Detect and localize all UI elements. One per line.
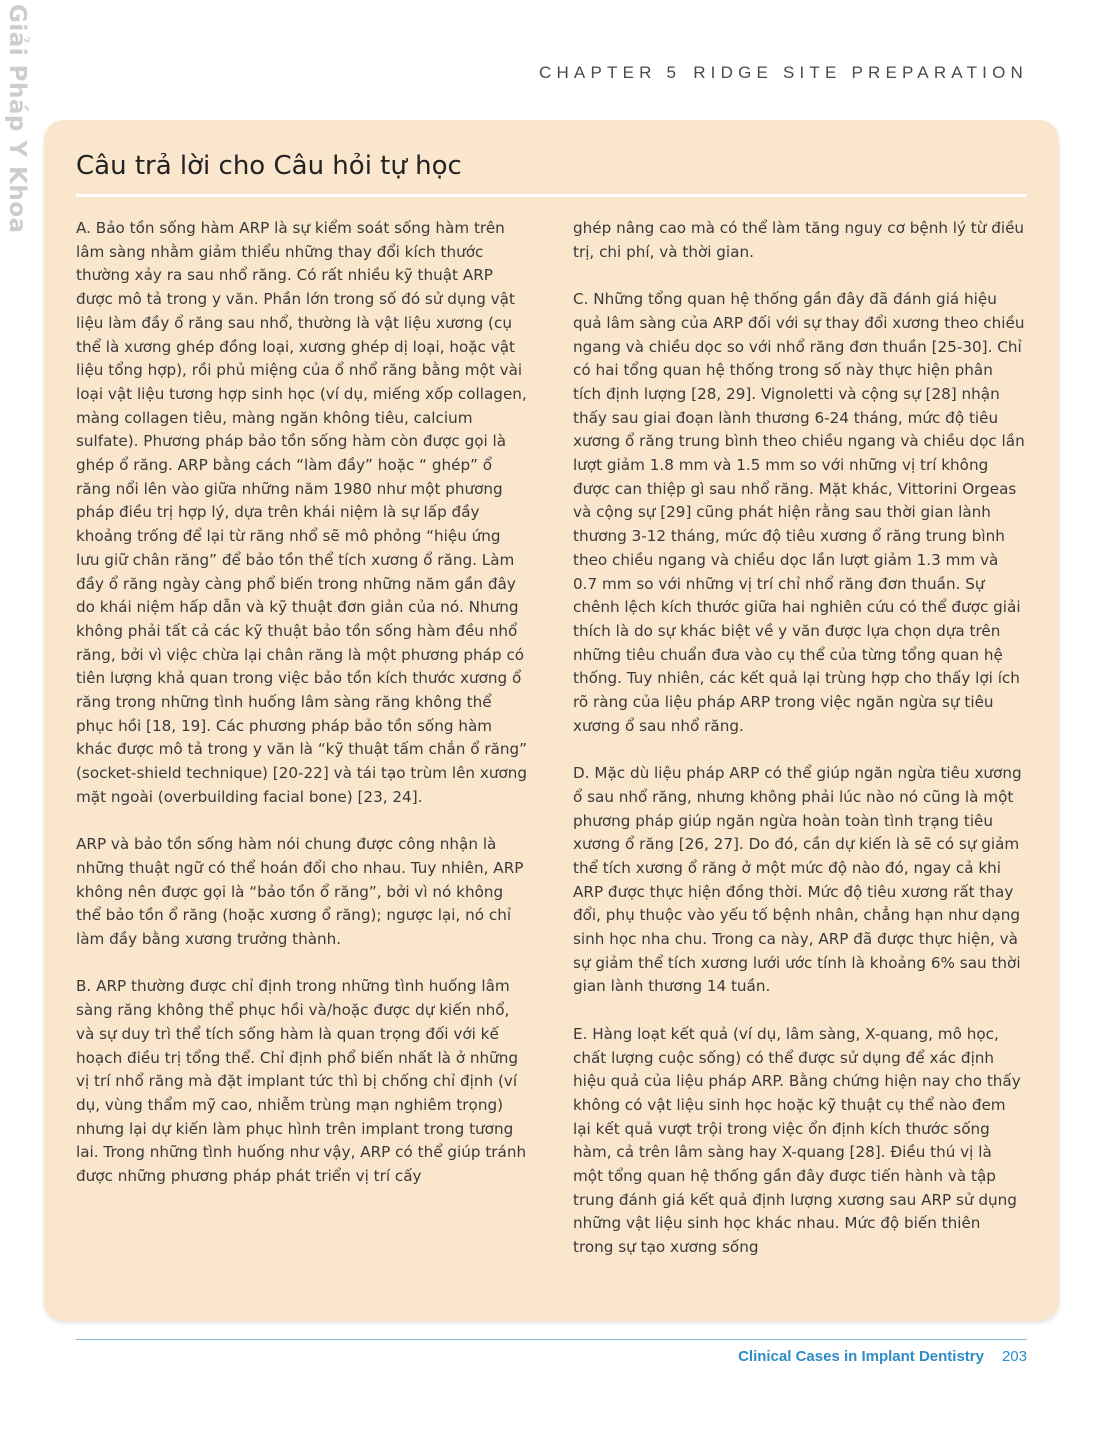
box-title-divider (76, 194, 1027, 197)
page-number: 203 (1001, 1348, 1027, 1365)
answer-c-paragraph: C. Những tổng quan hệ thống gần đây đã đánh giá hiệu quả lâm sàng của ARP đối với sự thay đổi xương theo chiều ngang và chiều dọc so với nhổ răng đơn thuần [25-30]. Chỉ có hai tổng quan hệ thống trong số này thực hiện phân tích định lượng [28, 29]. Vignoletti và cộng sự [28] nhận thấy sau giai đoạn lành thương 6-24 tháng, mức độ tiêu xương ổ răng trung bình theo chiều ngang và chiều dọc lần lượt giảm 1.8 mm và 1.5 mm so với những vị trí không được can thiệp gì sau nhổ răng. Mặt khác, Vittorini Orgeas và cộng sự [29] cũng phát hiện rằng sau thời gian lành thương 3-12 tháng, mức độ tiêu xương ổ răng trung bình theo chiều ngang và chiều dọc lần lượt giảm 1.3 mm và 0.7 mm so với những vị trí chỉ nhổ răng đơn thuần. Sự chênh lệch kích thước giữa hai nghiên cứu có thể được giải thích là do sự khác biệt về y văn được lựa chọn dựa trên những tiêu chuẩn đưa vào cụ thể của từng tổng quan hệ thống. Tuy nhiên, các kết quả lại trùng hợp cho thấy lợi ích rõ ràng của liệu pháp ARP trong việc ngăn ngừa sự tiêu xương ổ sau nhổ răng. (573, 290, 1025, 735)
running-head (539, 63, 1028, 83)
book-title: Clinical Cases in Implant Dentistry (738, 1348, 984, 1365)
arp-terminology-paragraph: ARP và bảo tồn sống hàm nói chung được công nhận là những thuật ngữ có thể hoán đổi cho nhau. Tuy nhiên, ARP không nên được gọi là “bảo tồn ổ răng”, bởi vì nó không thể bảo tồn ổ răng (hoặc xương ổ răng); ngược lại, nó chỉ làm đầy bằng xương trưởng thành. (76, 835, 524, 949)
answer-e-paragraph: E. Hàng loạt kết quả (ví dụ, lâm sàng, X-quang, mô học, chất lượng cuộc sống) có thể được sử dụng để xác định hiệu quả của liệu pháp ARP. Bằng chứng hiện nay cho thấy không có vật liệu sinh học hoặc kỹ thuật cụ thể nào đem lại kết quả vượt trội trong việc ổn định kích thước sống hàm, cả trên lâm sàng hay X-quang [28]. Điều thú vị là một tổng quan hệ thống gần đây được tiến hành và tập trung đánh giá kết quả định lượng xương sau ARP sử dụng những vật liệu sinh học khác nhau. Mức độ biến thiên trong sự tạo xương sống (573, 1024, 1021, 1257)
answer-d-paragraph: D. Mặc dù liệu pháp ARP có thể giúp ngăn ngừa tiêu xương ổ sau nhổ răng, nhưng không phải lúc nào nó cũng là một phương pháp giúp ngăn ngừa hoàn toàn tình trạng tiêu xương ổ răng [26, 27]. Do đó, cần dự kiến là sẽ có sự giảm thể tích xương ổ răng ở một mức độ nào đó, ngay cả khi ARP được thực hiện đồng thời. Mức độ tiêu xương rất thay đổi, phụ thuộc vào yếu tố bệnh nhân, chẳng hạn như dạng sinh học nha chu. Trong ca này, ARP đã được thực hiện, và sự giảm thể tích xương lưới ước tính là khoảng 6% sau thời gian lành thương 14 tuần. (573, 764, 1022, 996)
right-column (573, 217, 1025, 1284)
left-column (76, 217, 528, 1212)
chapter-label: CHAPTER 5 (538, 63, 682, 82)
self-study-answers-box (44, 120, 1059, 1321)
answer-a-paragraph: A. Bảo tồn sống hàm ARP là sự kiểm soát sống hàm trên lâm sàng nhằm giảm thiểu những thay đổi kích thước thường xảy ra sau nhổ răng. Có rất nhiều kỹ thuật ARP được mô tả trong y văn. Phần lớn trong số đó sử dụng vật liệu làm đầy ổ răng sau nhổ, thường là vật liệu xương (cụ thể là xương ghép đồng loại, xương ghép dị loại, hoặc vật liệu tổng hợp), rồi phủ miệng của ổ nhổ răng bằng một vài loại vật liệu tương hợp sinh học (ví dụ, miếng xốp collagen, màng collagen tiêu, màng ngăn không tiêu, calcium sulfate). Phương pháp bảo tồn sống hàm còn được gọi là ghép ổ răng. ARP bằng cách “làm đầy” hoặc “ ghép” ổ răng nổi lên vào giữa những năm 1980 như một phương pháp điều trị hợp lý, dựa trên khái niệm là sự lấp đầy khoảng trống để lại từ răng nhổ sẽ mô phỏng “hiệu ứng lưu giữ chân răng” để bảo tồn thể tích xương ổ răng. Làm đầy ổ răng ngày càng phổ biến trong những năm gần đây do khái niệm hấp dẫn và kỹ thuật đơn giản của nó. Nhưng không phải tất cả các kỹ thuật bảo tồn sống hàm đều nhổ răng, bởi vì việc chừa lại chân răng là một phương pháp có tiên lượng khả quan trong việc bảo tồn kích thước xương ổ răng trong những tình huống lâm sàng răng không thể phục hồi [18, 19]. Các phương pháp bảo tồn sống hàm khác được mô tả trong y văn là “kỹ thuật tấm chắn ổ răng” (socket-shield technique) [20-22] và tái tạo trùm lên xương mặt ngoài (overbuilding facial bone) [23, 24]. (76, 219, 528, 806)
page-footer (738, 1348, 1027, 1365)
footer-divider (76, 1339, 1027, 1340)
answer-b-continued-paragraph: ghép nâng cao mà có thể làm tăng nguy cơ bệnh lý từ điều trị, chi phí, và thời gian. (573, 219, 1025, 261)
watermark: Giải Pháp Y Khoa (4, 4, 30, 234)
box-title: Câu trả lời cho Câu hỏi tự học (76, 151, 462, 181)
answer-b-paragraph: B. ARP thường được chỉ định trong những tình huống lâm sàng răng không thể phục hồi và/hoặc được dự kiến nhổ, và sự duy trì thể tích sống hàm là quan trọng đối với kế hoạch điều trị tổng thể. Chỉ định phổ biến nhất là ở những vị trí nhổ răng mà đặt implant tức thì bị chống chỉ định (ví dụ, vùng thẩm mỹ cao, nhiễm trùng mạn nghiêm trọng) nhưng lại dự kiến làm phục hình trên implant trong tương lai. Trong những tình huống như vậy, ARP có thể giúp tránh được những phương pháp phát triển vị trí cấy (76, 977, 527, 1186)
chapter-title: RIDGE SITE PREPARATION (693, 63, 1028, 82)
